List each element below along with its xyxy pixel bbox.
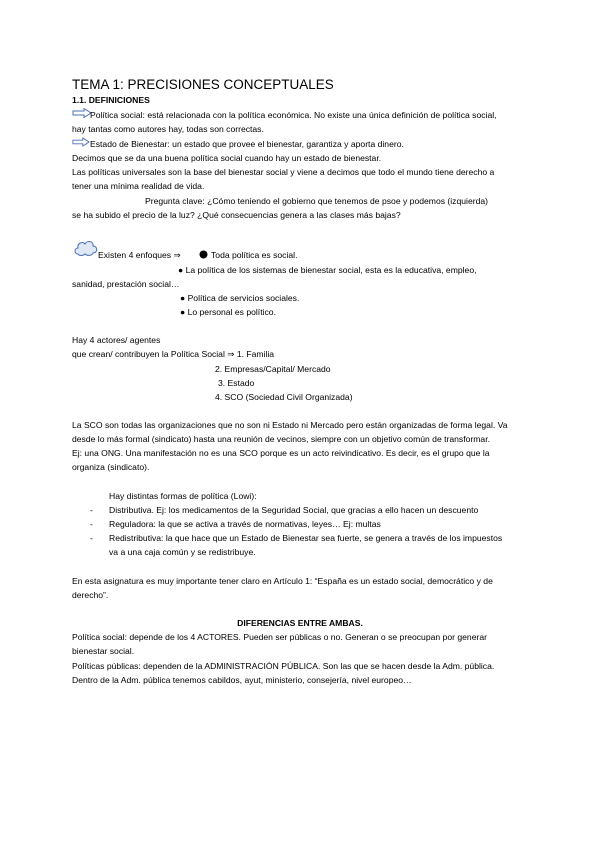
paragraph-politicas-universales: Las políticas universales son la base del bienestar social y viene a decimos que todo el mundo tiene derecho a (72, 167, 495, 177)
diferencias-line-3: Políticas públicas: dependen de la ADMINISTRACIÓN PÚBLICA. Son las que se hacen desde la Adm. pública. (72, 661, 495, 671)
diferencias-line-1: Política social: depende de los 4 ACTORES. Pueden ser públicas o no. Generan o se preocupan por generar (72, 632, 487, 642)
articulo-line-2: derecho”. (72, 590, 109, 600)
arrow-right-icon (72, 137, 90, 147)
bullet-icon (199, 250, 208, 259)
arrow-right-icon (72, 108, 92, 118)
sco-paragraph-line-4: organiza (sindicato). (72, 462, 150, 472)
key-question-cont: se ha subido el precio de la luz? ¿Qué consecuencias genera a las clases más bajas? (72, 210, 401, 220)
actor-item-2: 2. Empresas/Capital/ Mercado (215, 364, 331, 374)
actores-intro: Hay 4 actores/ agentes (72, 335, 161, 345)
sco-paragraph-line-3: Ej: una ONG. Una manifestación no es una SCO porque es un acto reivindicativo. Es decir, es el grupo que la (72, 448, 490, 458)
paragraph-politicas-universales-cont: tener una mínima realidad de vida. (72, 181, 205, 191)
list-dash: - (90, 505, 93, 515)
section-heading: 1.1. DEFINICIONES (72, 95, 150, 105)
enfoques-intro: Existen 4 enfoques ⇒ (98, 250, 181, 260)
document-title: TEMA 1: PRECISIONES CONCEPTUALES (72, 77, 334, 92)
formas-intro: Hay distintas formas de política (Lowi): (109, 491, 257, 501)
diferencias-line-4: Dentro de la Adm. pública tenemos cabildos, ayut, ministerio, consejería, nivel europeo… (72, 675, 412, 685)
actores-intro-cont: que crean/ contribuyen la Política Social ⇒ 1. Familia (72, 349, 275, 359)
enfoque-item-1: Toda política es social. (211, 250, 298, 260)
actor-item-4: 4. SCO (Sociedad Civil Organizada) (215, 392, 353, 402)
forma-redistributiva-cont: va a una caja común y se redistribuye. (109, 547, 256, 557)
enfoque-item-2: ● La política de los sistemas de bienestar social, esta es la educativa, empleo, (178, 265, 477, 275)
key-question: Pregunta clave: ¿Cómo teniendo el gobierno que tenemos de psoe y podemos (izquierda) (145, 196, 489, 206)
diferencias-line-2: bienestar social. (72, 646, 135, 656)
articulo-line-1: En esta asignatura es muy importante tener claro en Artículo 1: “España es un estado social, democrático y de (72, 576, 493, 586)
diferencias-heading: DIFERENCIAS ENTRE AMBAS. (237, 618, 363, 628)
sco-paragraph-line-1: La SCO son todas las organizaciones que no son ni Estado ni Mercado pero están organizadas de forma legal. Va (72, 420, 508, 430)
enfoque-item-4: ● Lo personal es político. (180, 307, 276, 317)
forma-distributiva: Distributiva. Ej: los medicamentos de la Seguridad Social, que gracias a ello hacen un descuento (109, 505, 479, 515)
enfoque-item-3: ● Política de servicios sociales. (180, 293, 300, 303)
paragraph-buena-politica: Decimos que se da una buena política social cuando hay un estado de bienestar. (72, 153, 382, 163)
definition-estado-bienestar: Estado de Bienestar: un estado que provee el bienestar, garantiza y aporta dinero. (90, 139, 404, 149)
list-dash: - (90, 533, 93, 543)
cloud-icon (73, 238, 99, 258)
actor-item-3: 3. Estado (218, 378, 255, 388)
definition-politica-social-cont: hay tantas como autores hay, todas son correctas. (72, 124, 264, 134)
sco-paragraph-line-2: desde lo más formal (sindicato) hasta una reunión de vecinos, siempre con un objetivo común de transformar. (72, 434, 490, 444)
list-dash: - (90, 519, 93, 529)
forma-reguladora: Reguladora: la que se activa a través de normativas, leyes… Ej: multas (109, 519, 381, 529)
enfoque-item-2-cont: sanidad, prestación social… (72, 279, 180, 289)
forma-redistributiva: Redistributiva: la que hace que un Estado de Bienestar sea fuerte, se genera a través de los impuestos (109, 533, 503, 543)
definition-politica-social: Política social: está relacionada con la política económica. No existe una única definición de política social, (90, 110, 497, 120)
